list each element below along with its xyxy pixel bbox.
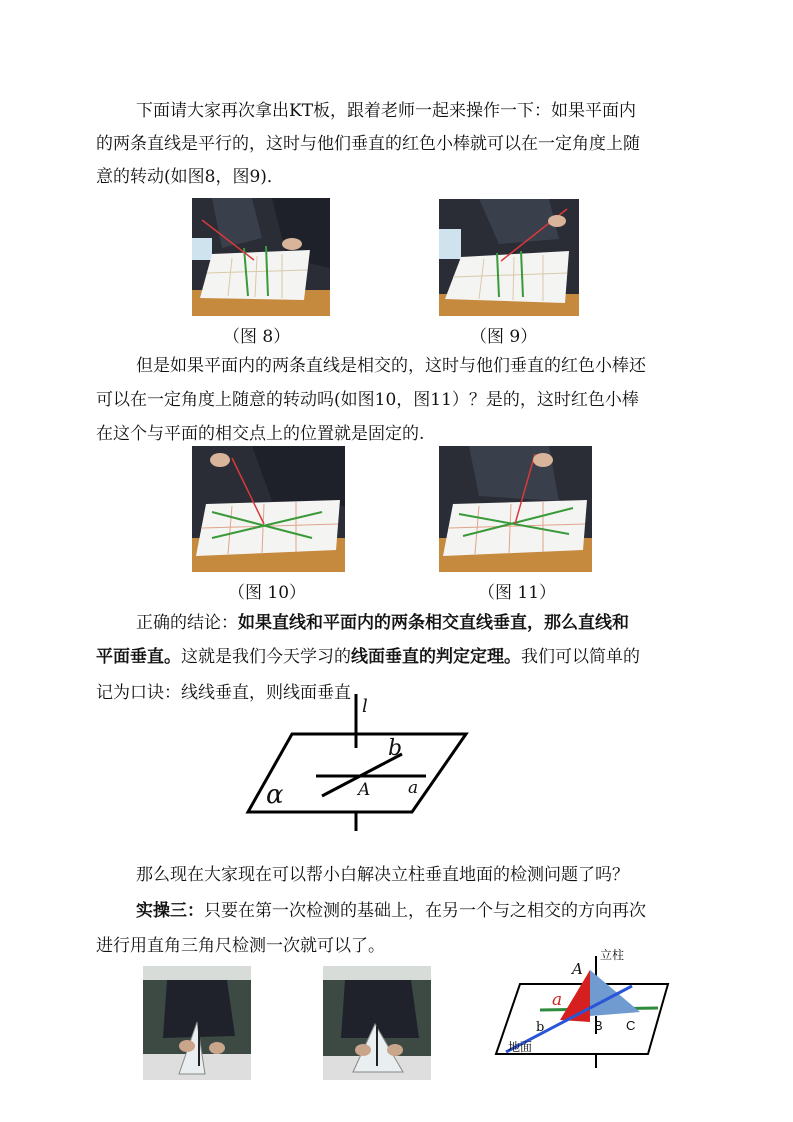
caption-figure-9: （图 9） [470, 327, 538, 347]
para1-line2: 的两条直线是平行的，这时与他们垂直的红色小棒就可以在一定角度上随 [96, 134, 640, 154]
figure-11-photo [439, 446, 592, 572]
label-point-C: C [626, 1018, 636, 1033]
conclusion-mid: 这就是我们今天学习的 [181, 647, 351, 667]
label-line-b2: b [536, 1020, 545, 1035]
line-plane-diagram [240, 690, 480, 840]
label-pillar: 立柱 [600, 948, 625, 962]
figure-9-photo [439, 199, 579, 316]
para1-line3: 意的转动(如图8，图9)． [96, 167, 284, 187]
para5-line2: 进行用直角三角尺检测一次就可以了。 [96, 936, 385, 956]
label-plane-alpha: α [266, 780, 284, 810]
conclusion-bold-1: 如果直线和平面内的两条相交直线垂直，那么直线和 [238, 613, 629, 633]
set-square-photo-2 [323, 966, 431, 1080]
para3-line3: 记为口诀：线线垂直，则线面垂直 [96, 683, 351, 703]
label-line-b: b [388, 736, 403, 761]
practice-three-lead: 实操三： [136, 901, 204, 921]
label-line-a2: a [552, 990, 563, 1010]
pillar-ground-diagram [490, 946, 680, 1072]
label-ground: 地面 [508, 1040, 533, 1054]
para5-line1 [136, 896, 646, 921]
label-line-a: a [408, 778, 419, 798]
theorem-name: 线面垂直的判定定理。 [351, 647, 521, 667]
para2-line3: 在这个与平面的相交点上的位置就是固定的. [96, 424, 425, 444]
para1-line1: 下面请大家再次拿出KT板，跟着老师一起来操作一下：如果平面内 [136, 101, 637, 121]
label-point-A: A [358, 780, 371, 800]
label-point-A2: A [572, 960, 583, 978]
para3-line2 [96, 642, 640, 667]
figure-8-photo [192, 198, 330, 316]
conclusion-bold-2: 平面垂直。 [96, 647, 181, 667]
label-line-l: l [362, 696, 368, 717]
para2-line1: 但是如果平面内的两条直线是相交的，这时与他们垂直的红色小棒还 [136, 356, 646, 376]
caption-figure-10: （图 10） [228, 583, 307, 603]
para3-line1 [136, 608, 629, 633]
set-square-photo-1 [143, 966, 251, 1080]
conclusion-tail: 我们可以简单的 [521, 647, 640, 667]
caption-figure-8: （图 8） [223, 327, 291, 347]
caption-figure-11: （图 11） [478, 583, 557, 603]
practice-three-text: 只要在第一次检测的基础上，在另一个与之相交的方向再次 [204, 901, 646, 921]
para4-line1: 那么现在大家现在可以帮小白解决立柱垂直地面的检测问题了吗？ [136, 865, 629, 885]
conclusion-lead: 正确的结论： [136, 613, 238, 633]
para2-line2: 可以在一定角度上随意的转动吗(如图10，图11）？是的，这时红色小棒 [96, 390, 639, 410]
figure-10-photo [192, 446, 345, 572]
label-point-B: B [594, 1018, 603, 1033]
